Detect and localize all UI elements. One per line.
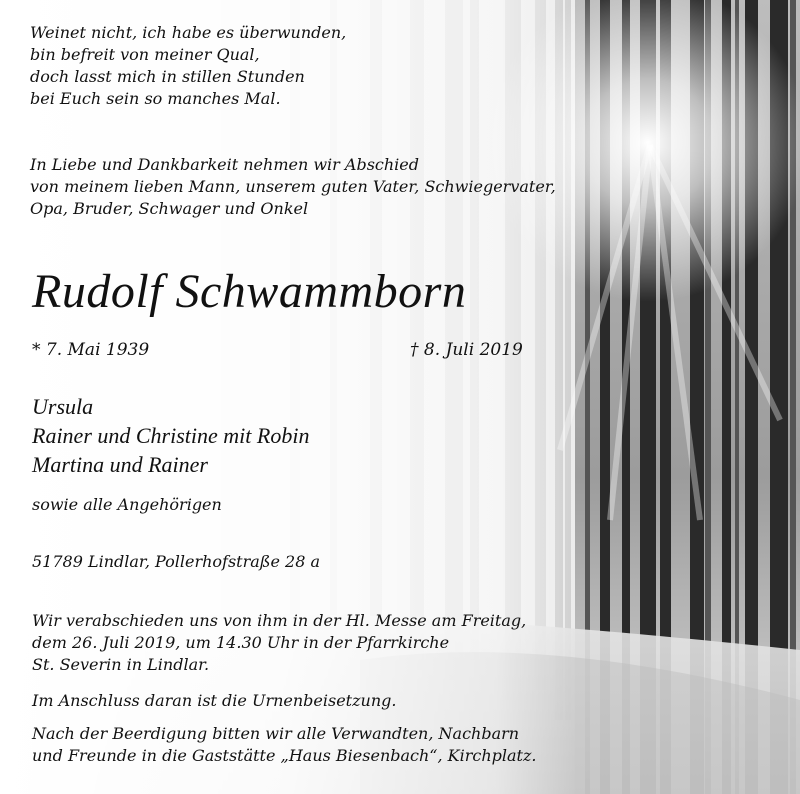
address: 51789 Lindlar, Pollerhofstraße 28 a	[32, 552, 321, 571]
relatives-note: sowie alle Angehörigen	[32, 495, 222, 514]
birth-date: * 7. Mai 1939	[32, 340, 150, 360]
gathering-invitation	[32, 723, 536, 767]
service-line: Wir verabschieden uns von ihm in der Hl. Messe am Freitag,	[32, 611, 527, 630]
intro-line: Opa, Bruder, Schwager und Onkel	[30, 199, 309, 218]
farewell-intro	[30, 154, 556, 220]
intro-line: von meinem lieben Mann, unserem guten Vater, Schwiegervater,	[30, 177, 556, 196]
gathering-line: und Freunde in die Gaststätte „Haus Biesenbach“, Kirchplatz.	[32, 746, 537, 765]
family-line: Rainer und Christine mit Robin	[32, 423, 310, 448]
poem-line: doch lasst mich in stillen Stunden	[30, 67, 305, 86]
family-names	[32, 392, 309, 479]
service-line: dem 26. Juli 2019, um 14.30 Uhr in der Pfarrkirche	[32, 633, 450, 652]
intro-line: In Liebe und Dankbarkeit nehmen wir Abschied	[30, 155, 420, 174]
poem-line: bin befreit von meiner Qual,	[30, 45, 260, 64]
death-date: † 8. Juli 2019	[410, 340, 523, 360]
service-line: St. Severin in Lindlar.	[32, 655, 210, 674]
deceased-name: Rudolf Schwammborn	[32, 265, 467, 318]
service-details	[32, 610, 526, 676]
gathering-line: Nach der Beerdigung bitten wir alle Verwandten, Nachbarn	[32, 724, 520, 743]
family-line: Martina und Rainer	[32, 452, 208, 477]
urn-burial-note: Im Anschluss daran ist die Urnenbeisetzung.	[32, 691, 397, 710]
family-line: Ursula	[32, 394, 94, 419]
poem	[30, 22, 346, 110]
poem-line: bei Euch sein so manches Mal.	[30, 89, 281, 108]
poem-line: Weinet nicht, ich habe es überwunden,	[30, 23, 347, 42]
